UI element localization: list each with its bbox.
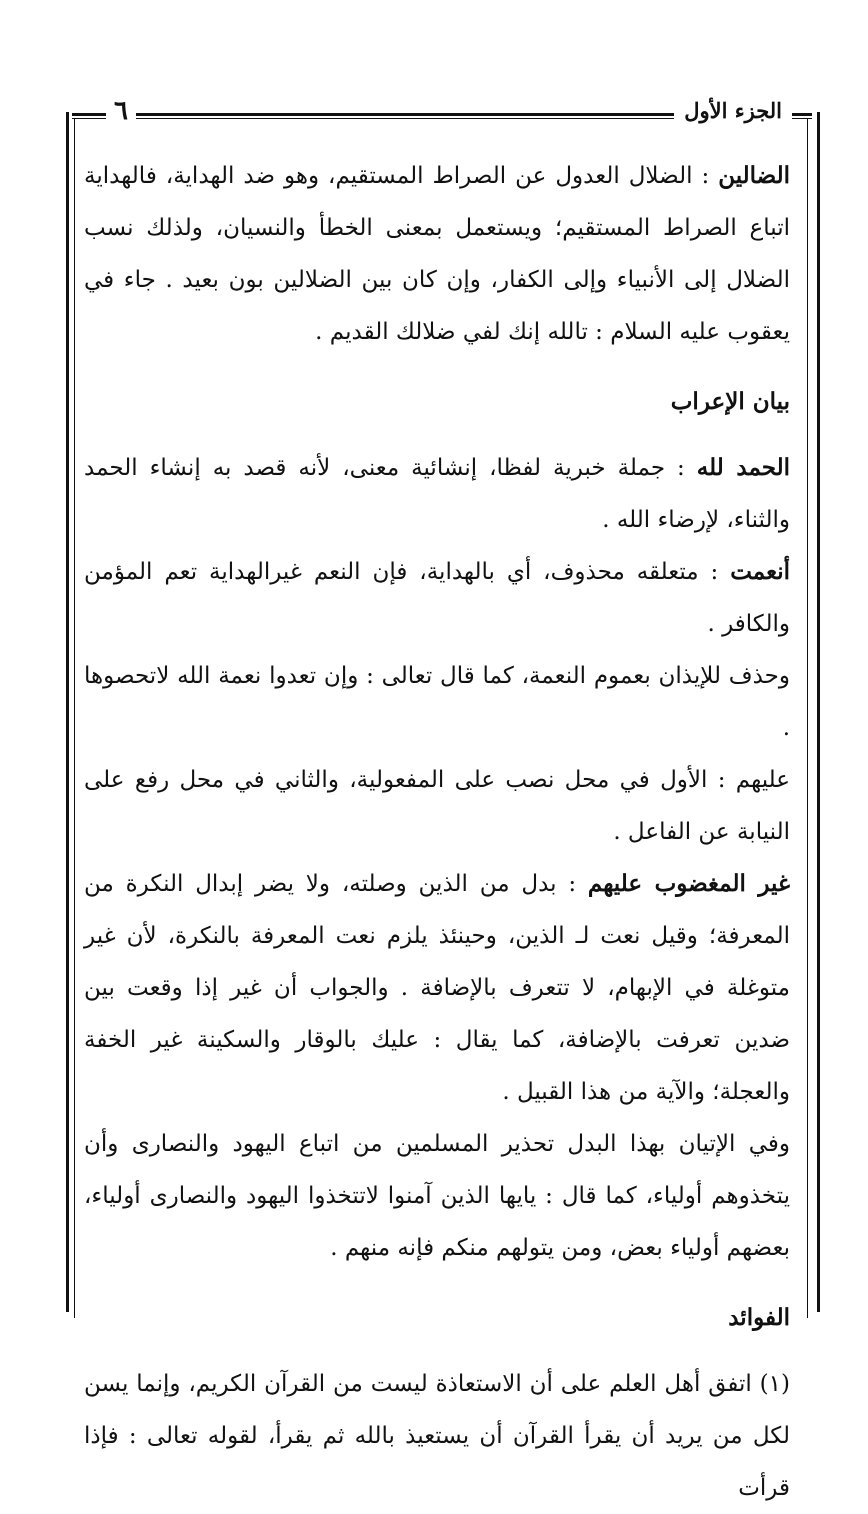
paragraph-text: عليهم : الأول في محل نصب على المفعولية، والثاني في محل رفع على النيابة عن الفاعل .: [84, 767, 790, 845]
section-heading-irab: بيان الإعراب: [670, 388, 790, 415]
term: الحمد لله: [696, 454, 791, 481]
paragraph-alayhim: [84, 754, 790, 858]
paragraph-dallin: [84, 150, 790, 358]
paragraph-text: : بدل من الذين وصلته، ولا يضر إبدال النكرة من المعرفة؛ وقيل نعت لـ الذين، وحينئذ يلزم نعت المعرفة بالنكرة، لأن غير متوغلة في الإبهام، لا تتعرف بالإضافة . والجواب أن غير إذا وقعت بين ضدين تعرفت بالإضافة، كما يقال : عليك بالوقار والسكينة غير الخفة والعجلة؛ والآية من هذا القبيل .: [84, 871, 790, 1105]
running-title: الجزء الأول: [674, 98, 792, 123]
page-body: [84, 150, 790, 1514]
paragraph-alhamd: [84, 442, 790, 546]
term: أنعمت: [730, 558, 790, 585]
paragraph-ghayr: [84, 858, 790, 1118]
page-number: ٦: [106, 96, 136, 126]
paragraph-text: : متعلقه محذوف، أي بالهداية، فإن النعم غيرالهداية تعم المؤمن والكافر .: [84, 559, 790, 637]
paragraph-anamta: [84, 546, 790, 650]
paragraph-ityan: [84, 1118, 790, 1274]
paragraph-fawaid-1: [84, 1358, 790, 1514]
paragraph-text: وحذف للإيذان بعموم النعمة، كما قال تعالى : وإن تعدوا نعمة الله لاتحصوها .: [84, 663, 790, 741]
term: الضالين: [718, 162, 790, 189]
paragraph-hadhf: [84, 650, 790, 754]
paragraph-text: (١) اتفق أهل العلم على أن الاستعاذة ليست من القرآن الكريم، وإنما يسن لكل من يريد أن يقرأ القرآن أن يستعيذ بالله ثم يقرأ، لقوله تعالى : فإذا قرأت: [84, 1371, 790, 1501]
section-heading-fawaid: الفوائد: [728, 1304, 790, 1331]
paragraph-text: : جملة خبرية لفظا، إنشائية معنى، لأنه قصد به إنشاء الحمد والثناء، لإرضاء الله .: [84, 455, 790, 533]
paragraph-text: وفي الإتيان بهذا البدل تحذير المسلمين من اتباع اليهود والنصارى وأن يتخذوهم أولياء، كما قال : يايها الذين آمنوا لاتتخذوا اليهود والنصارى أولياء، بعضهم أولياء بعض، ومن يتولهم منكم فإنه منهم .: [84, 1131, 790, 1261]
term: غير المغضوب عليهم: [587, 870, 790, 897]
paragraph-text: : الضلال العدول عن الصراط المستقيم، وهو ضد الهداية، فالهداية اتباع الصراط المستقيم؛ ويستعمل بمعنى الخطأ والنسيان، ولذلك نسب الضلال إلى الأنبياء وإلى الكفار، وإن كان بين الضلالين بون بعيد . جاء في يعقوب عليه السلام : تالله إنك لفي ضلالك القديم .: [84, 163, 790, 345]
